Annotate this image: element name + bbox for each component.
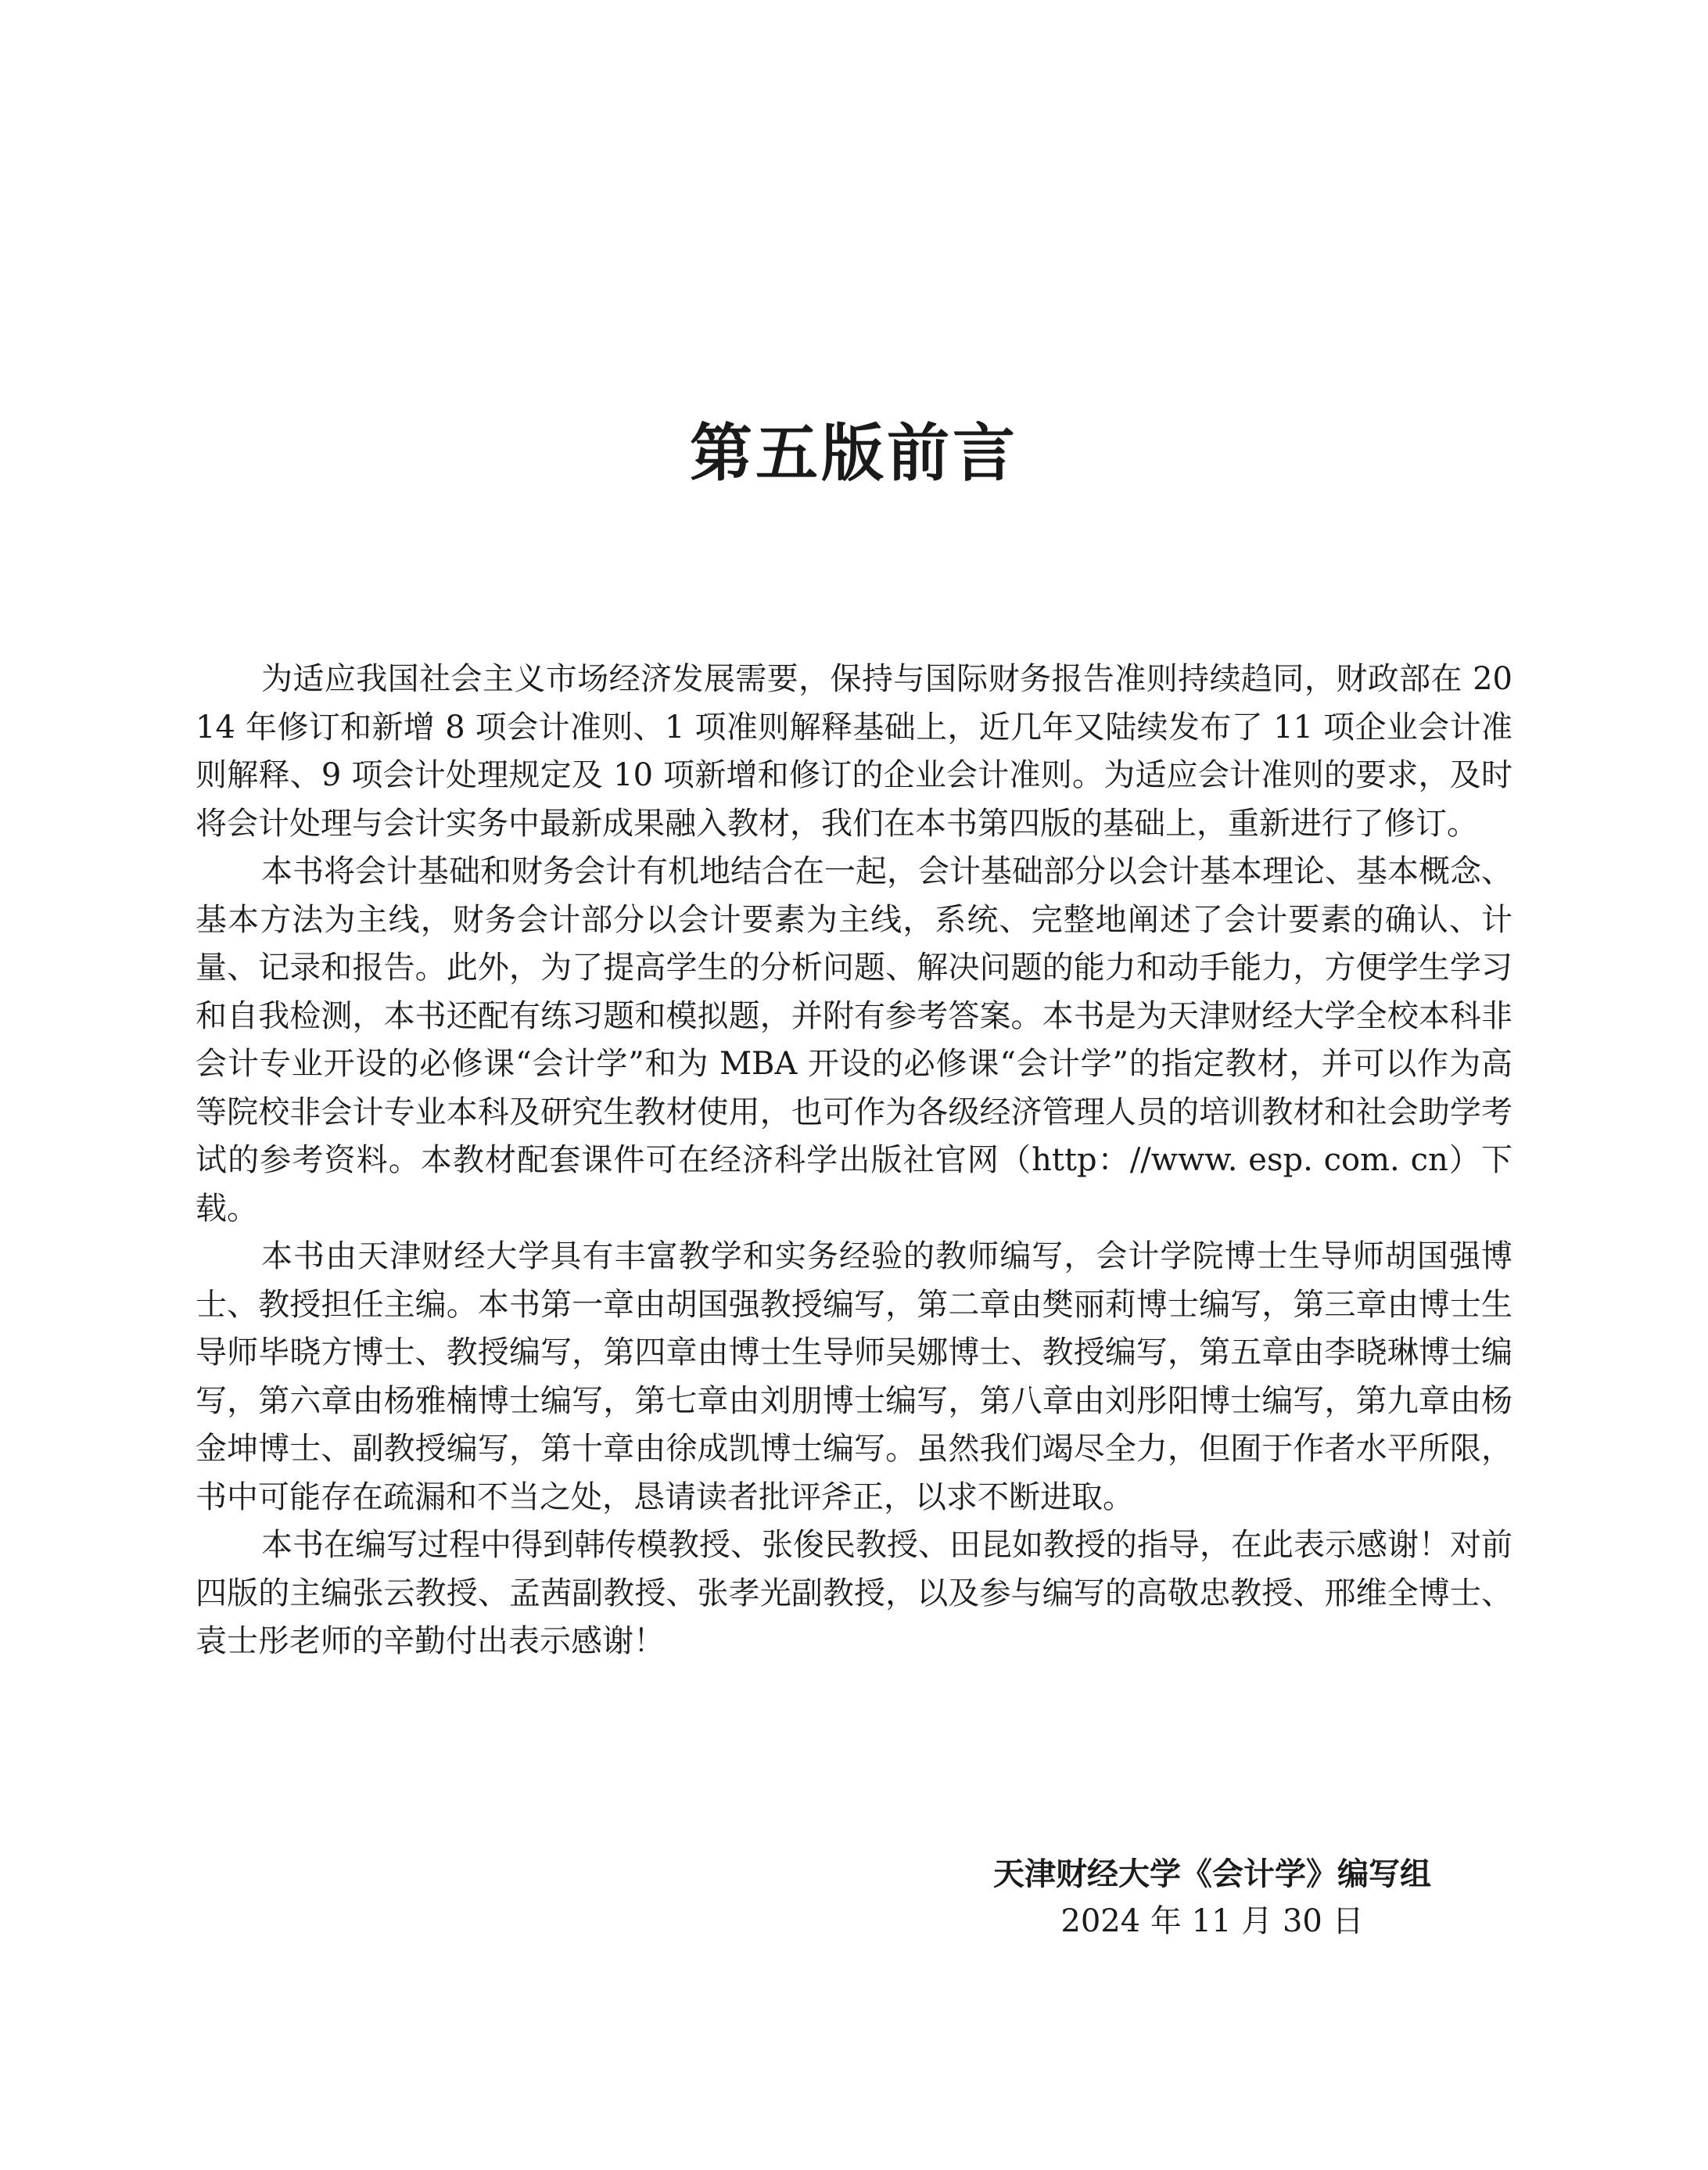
preface-body	[196, 656, 1512, 1666]
signature-organization: 天津财经大学《会计学》编写组	[993, 1856, 1431, 1892]
paragraph: 为适应我国社会主义市场经济发展需要，保持与国际财务报告准则持续趋同，财政部在 2014 年修订和新增 8 项会计准则、1 项准则解释基础上，近几年又陆续发布了 11 项企业会计准则解释、9 项会计处理规定及 10 项新增和修订的企业会计准则。为适应会计准则的要求，及时将会计处理与会计实务中最新成果融入教材，我们在本书第四版的基础上，重新进行了修订。	[196, 661, 1512, 842]
paragraph: 本书将会计基础和财务会计有机地结合在一起，会计基础部分以会计基本理论、基本概念、基本方法为主线，财务会计部分以会计要素为主线，系统、完整地阐述了会计要素的确认、计量、记录和报告。此外，为了提高学生的分析问题、解决问题的能力和动手能力，方便学生学习和自我检测，本书还配有练习题和模拟题，并附有参考答案。本书是为天津财经大学全校本科非会计专业开设的必修课“会计学”和为 MBA 开设的必修课“会计学”的指定教材，并可以作为高等院校非会计专业本科及研究生教材使用，也可作为各级经济管理人员的培训教材和社会助学考试的参考资料。本教材配套课件可在经济科学出版社官网（http：//www. esp. com. cn）下载。	[196, 853, 1512, 1227]
paragraph: 本书在编写过程中得到韩传模教授、张俊民教授、田昆如教授的指导，在此表示感谢！对前四版的主编张云教授、孟茜副教授、张孝光副教授，以及参与编写的高敬忠教授、邢维全博士、袁士彤老师的辛勤付出表示感谢！	[196, 1527, 1512, 1659]
page-title: 第五版前言	[690, 417, 1018, 490]
signature-block	[946, 1851, 1478, 1945]
signature-date: 2024 年 11 月 30 日	[1060, 1903, 1364, 1939]
paragraph: 本书由天津财经大学具有丰富教学和实务经验的教师编写，会计学院博士生导师胡国强博士、教授担任主编。本书第一章由胡国强教授编写，第二章由樊丽莉博士编写，第三章由博士生导师毕晓方博士、教授编写，第四章由博士生导师吴娜博士、教授编写，第五章由李晓琳博士编写，第六章由杨雅楠博士编写，第七章由刘朋博士编写，第八章由刘彤阳博士编写，第九章由杨金坤博士、副教授编写，第十章由徐成凯博士编写。虽然我们竭尽全力，但囿于作者水平所限，书中可能存在疏漏和不当之处，恳请读者批评斧正，以求不断进取。	[196, 1238, 1512, 1515]
